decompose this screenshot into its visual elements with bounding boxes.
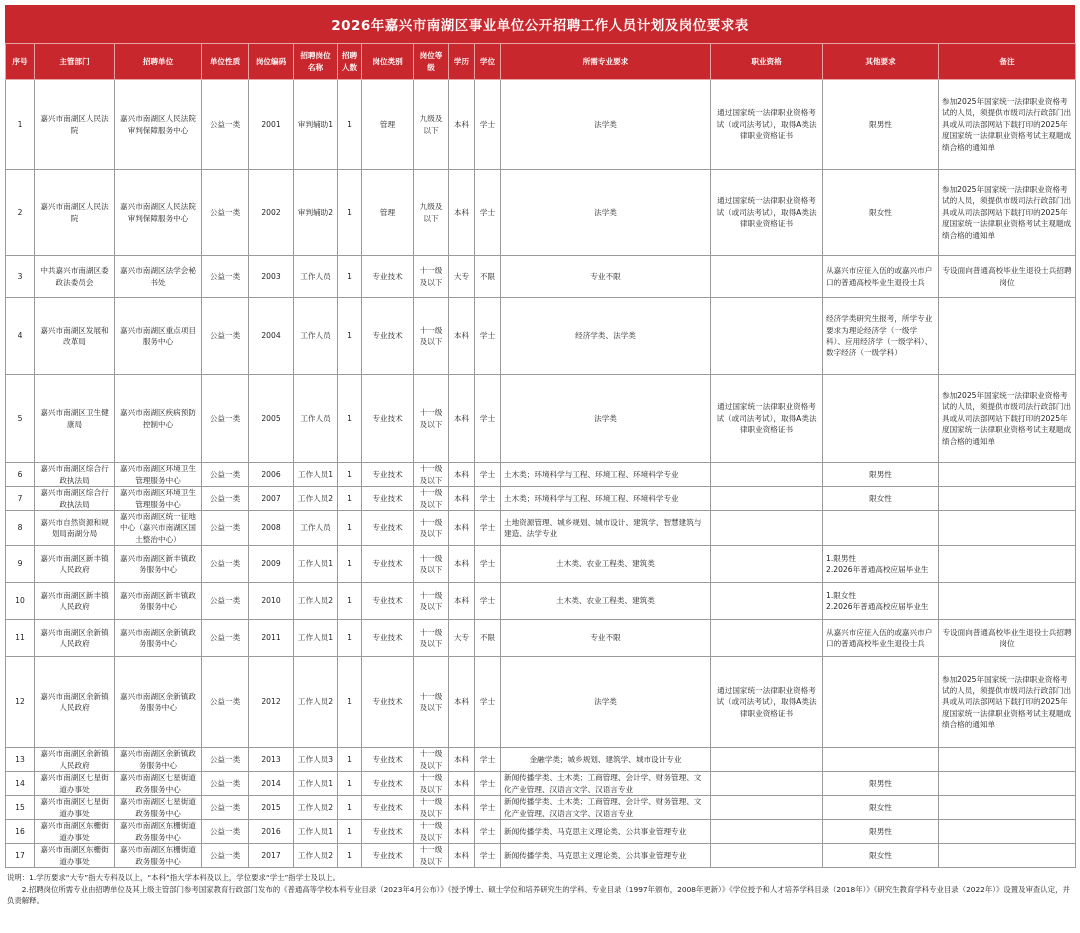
- cell-col-level: 十一级及以下: [414, 772, 449, 796]
- cell-col-major: 土木类；环境科学与工程、环境工程、环境科学专业: [501, 463, 711, 487]
- cell-col-level: 十一级及以下: [414, 796, 449, 820]
- cell-col-count: 1: [338, 375, 362, 463]
- cell-col-code: 2003: [249, 256, 294, 298]
- cell-col-unit: 嘉兴市南湖区余新镇政务服务中心: [115, 657, 202, 748]
- header-col-unit-type: 单位性质: [202, 44, 249, 80]
- cell-col-education: 本科: [449, 583, 475, 620]
- cell-col-degree: 不限: [475, 256, 501, 298]
- cell-col-level: 十一级及以下: [414, 546, 449, 583]
- cell-col-level: 十一级及以下: [414, 748, 449, 772]
- cell-col-index: 1: [6, 80, 35, 170]
- cell-col-index: 8: [6, 511, 35, 546]
- note-line: 2.招聘岗位所需专业由招聘单位及其上级主管部门参考国家教育行政部门发布的《普通高等学校本科专业目录（2023年4月公布）》《授予博士、硕士学位和培养研究生的学科、专业目录（1997年颁布，2008年更新）》《学位授予和人才培养学科目录（2018年）》《研究生教育学科专业目录（2022年）》设置及审查认定，并负责解释。: [7, 884, 1070, 906]
- cell-col-education: 本科: [449, 170, 475, 256]
- cell-col-degree: 学士: [475, 546, 501, 583]
- cell-col-education: 本科: [449, 772, 475, 796]
- table-row: [6, 546, 1076, 583]
- cell-col-unit-type: 公益一类: [202, 511, 249, 546]
- cell-col-unit-type: 公益一类: [202, 487, 249, 511]
- cell-col-qualification: 通过国家统一法律职业资格考试（或司法考试），取得A类法律职业资格证书: [711, 657, 823, 748]
- cell-col-code: 2006: [249, 463, 294, 487]
- cell-col-unit-type: 公益一类: [202, 583, 249, 620]
- cell-col-unit-type: 公益一类: [202, 796, 249, 820]
- note-line: 说明：1.学历要求“大专”指大专科及以上，“本科”指大学本科及以上，学位要求“学士”指学士及以上。: [7, 873, 341, 883]
- cell-col-code: 2017: [249, 844, 294, 868]
- cell-col-count: 1: [338, 748, 362, 772]
- cell-col-remarks: 参加2025年国家统一法律职业资格考试的人员，须提供市级司法行政部门出具或从司法部网站下载打印的2025年度国家统一法律职业资格考试主观题成绩合格的通知单: [939, 657, 1076, 748]
- cell-col-qualification: 通过国家统一法律职业资格考试（或司法考试），取得A类法律职业资格证书: [711, 80, 823, 170]
- cell-col-unit-type: 公益一类: [202, 820, 249, 844]
- header-col-category: 岗位类别: [362, 44, 414, 80]
- cell-col-other: 限女性: [823, 796, 939, 820]
- table-row: [6, 583, 1076, 620]
- cell-col-count: 1: [338, 657, 362, 748]
- cell-col-category: 专业技术: [362, 511, 414, 546]
- cell-col-department: 嘉兴市南湖区七星街道办事处: [35, 772, 115, 796]
- cell-col-unit-type: 公益一类: [202, 80, 249, 170]
- header-col-code: 岗位编码: [249, 44, 294, 80]
- cell-col-level: 十一级及以下: [414, 657, 449, 748]
- cell-col-category: 管理: [362, 80, 414, 170]
- cell-col-qualification: [711, 298, 823, 375]
- cell-col-index: 14: [6, 772, 35, 796]
- cell-col-qualification: [711, 463, 823, 487]
- table-row: [6, 796, 1076, 820]
- cell-col-other: 限男性: [823, 80, 939, 170]
- cell-col-major: 法学类: [501, 80, 711, 170]
- cell-col-level: 十一级及以下: [414, 463, 449, 487]
- cell-col-other: 限男性: [823, 772, 939, 796]
- cell-col-department: 嘉兴市南湖区余新镇人民政府: [35, 620, 115, 657]
- cell-col-count: 1: [338, 772, 362, 796]
- cell-col-major: 新闻传播学类、马克思主义理论类、公共事业管理专业: [501, 820, 711, 844]
- cell-col-position: 工作人员2: [294, 657, 338, 748]
- header-col-level: 岗位等级: [414, 44, 449, 80]
- cell-col-degree: 学士: [475, 375, 501, 463]
- cell-col-unit: 嘉兴市南湖区人民法院审判保障服务中心: [115, 170, 202, 256]
- cell-col-qualification: [711, 511, 823, 546]
- cell-col-remarks: [939, 487, 1076, 511]
- table-row: [6, 820, 1076, 844]
- cell-col-unit: 嘉兴市南湖区环境卫生管理服务中心: [115, 463, 202, 487]
- cell-col-position: 工作人员1: [294, 772, 338, 796]
- cell-col-category: 专业技术: [362, 463, 414, 487]
- cell-col-remarks: [939, 844, 1076, 868]
- table-row: [6, 657, 1076, 748]
- cell-col-unit-type: 公益一类: [202, 298, 249, 375]
- cell-col-qualification: [711, 546, 823, 583]
- cell-col-remarks: [939, 820, 1076, 844]
- cell-col-other: [823, 511, 939, 546]
- cell-col-code: 2009: [249, 546, 294, 583]
- cell-col-major: 新闻传播学类、马克思主义理论类、公共事业管理专业: [501, 844, 711, 868]
- cell-col-index: 16: [6, 820, 35, 844]
- cell-col-index: 17: [6, 844, 35, 868]
- cell-col-degree: 不限: [475, 620, 501, 657]
- cell-col-major: 法学类: [501, 657, 711, 748]
- header-col-major: 所需专业要求: [501, 44, 711, 80]
- cell-col-education: 本科: [449, 546, 475, 583]
- cell-col-qualification: [711, 820, 823, 844]
- cell-col-position: 工作人员2: [294, 487, 338, 511]
- cell-col-level: 九级及以下: [414, 170, 449, 256]
- cell-col-department: 嘉兴市自然资源和规划局南湖分局: [35, 511, 115, 546]
- cell-col-count: 1: [338, 583, 362, 620]
- cell-col-degree: 学士: [475, 657, 501, 748]
- cell-col-category: 专业技术: [362, 583, 414, 620]
- cell-col-department: 嘉兴市南湖区发展和改革局: [35, 298, 115, 375]
- cell-col-level: 十一级及以下: [414, 487, 449, 511]
- document-page: [5, 5, 1075, 907]
- header-col-other: 其他要求: [823, 44, 939, 80]
- cell-col-qualification: [711, 487, 823, 511]
- cell-col-count: 1: [338, 620, 362, 657]
- header-col-unit: 招聘单位: [115, 44, 202, 80]
- cell-col-unit-type: 公益一类: [202, 463, 249, 487]
- cell-col-education: 本科: [449, 375, 475, 463]
- cell-col-other: 限女性: [823, 844, 939, 868]
- cell-col-major: 专业不限: [501, 620, 711, 657]
- cell-col-education: 本科: [449, 463, 475, 487]
- header-col-count: 招聘人数: [338, 44, 362, 80]
- cell-col-level: 九级及以下: [414, 80, 449, 170]
- cell-col-category: 专业技术: [362, 657, 414, 748]
- cell-col-education: 大专: [449, 256, 475, 298]
- cell-col-code: 2010: [249, 583, 294, 620]
- cell-col-code: 2016: [249, 820, 294, 844]
- cell-col-major: 经济学类、法学类: [501, 298, 711, 375]
- cell-col-major: 土地资源管理、城乡规划、城市设计、建筑学、智慧建筑与建造、法学专业: [501, 511, 711, 546]
- cell-col-unit: 嘉兴市南湖区人民法院审判保障服务中心: [115, 80, 202, 170]
- cell-col-major: 土木类、农业工程类、建筑类: [501, 546, 711, 583]
- cell-col-index: 9: [6, 546, 35, 583]
- header-col-position: 招聘岗位名称: [294, 44, 338, 80]
- cell-col-position: 工作人员: [294, 298, 338, 375]
- table-row: [6, 170, 1076, 256]
- cell-col-major: 土木类；环境科学与工程、环境工程、环境科学专业: [501, 487, 711, 511]
- cell-col-count: 1: [338, 546, 362, 583]
- table-row: [6, 772, 1076, 796]
- cell-col-index: 12: [6, 657, 35, 748]
- header-col-education: 学历: [449, 44, 475, 80]
- cell-col-other: 1.限男性 2.2026年普通高校应届毕业生: [823, 546, 939, 583]
- cell-col-level: 十一级及以下: [414, 511, 449, 546]
- cell-col-index: 2: [6, 170, 35, 256]
- table-row: [6, 298, 1076, 375]
- cell-col-count: 1: [338, 256, 362, 298]
- cell-col-code: 2012: [249, 657, 294, 748]
- cell-col-education: 本科: [449, 796, 475, 820]
- cell-col-unit-type: 公益一类: [202, 256, 249, 298]
- cell-col-degree: 学士: [475, 80, 501, 170]
- cell-col-other: 经济学类研究生报考，所学专业要求为理论经济学（一级学科）、应用经济学（一级学科）、数字经济（一级学科）: [823, 298, 939, 375]
- positions-table: [5, 43, 1076, 868]
- cell-col-education: 本科: [449, 820, 475, 844]
- cell-col-level: 十一级及以下: [414, 256, 449, 298]
- cell-col-index: 7: [6, 487, 35, 511]
- cell-col-degree: 学士: [475, 844, 501, 868]
- cell-col-code: 2008: [249, 511, 294, 546]
- cell-col-position: 工作人员1: [294, 546, 338, 583]
- cell-col-code: 2004: [249, 298, 294, 375]
- cell-col-unit-type: 公益一类: [202, 748, 249, 772]
- cell-col-code: 2015: [249, 796, 294, 820]
- cell-col-other: 从嘉兴市应征入伍的或嘉兴市户口的普通高校毕业生退役士兵: [823, 620, 939, 657]
- cell-col-degree: 学士: [475, 463, 501, 487]
- table-row: [6, 487, 1076, 511]
- cell-col-other: 限男性: [823, 463, 939, 487]
- header-col-degree: 学位: [475, 44, 501, 80]
- cell-col-remarks: [939, 772, 1076, 796]
- cell-col-major: 专业不限: [501, 256, 711, 298]
- cell-col-degree: 学士: [475, 796, 501, 820]
- cell-col-level: 十一级及以下: [414, 844, 449, 868]
- cell-col-education: 大专: [449, 620, 475, 657]
- cell-col-position: 工作人员3: [294, 748, 338, 772]
- cell-col-major: 新闻传播学类、土木类；工商管理、会计学、财务管理、文化产业管理、汉语言文学、汉语言专业: [501, 796, 711, 820]
- cell-col-department: 嘉兴市南湖区新丰镇人民政府: [35, 546, 115, 583]
- cell-col-major: 土木类、农业工程类、建筑类: [501, 583, 711, 620]
- cell-col-category: 专业技术: [362, 487, 414, 511]
- cell-col-other: 限女性: [823, 170, 939, 256]
- cell-col-position: 工作人员: [294, 375, 338, 463]
- cell-col-unit: 嘉兴市南湖区东栅街道政务服务中心: [115, 844, 202, 868]
- cell-col-education: 本科: [449, 844, 475, 868]
- cell-col-position: 审判辅助2: [294, 170, 338, 256]
- cell-col-remarks: [939, 463, 1076, 487]
- table-row: [6, 375, 1076, 463]
- cell-col-category: 专业技术: [362, 256, 414, 298]
- cell-col-other: [823, 375, 939, 463]
- cell-col-major: 新闻传播学类、土木类；工商管理、会计学、财务管理、文化产业管理、汉语言文学、汉语言专业: [501, 772, 711, 796]
- cell-col-department: 嘉兴市南湖区卫生健康局: [35, 375, 115, 463]
- cell-col-code: 2007: [249, 487, 294, 511]
- cell-col-degree: 学士: [475, 298, 501, 375]
- cell-col-education: 本科: [449, 80, 475, 170]
- cell-col-qualification: [711, 748, 823, 772]
- cell-col-remarks: 专设面向普通高校毕业生退役士兵招聘岗位: [939, 256, 1076, 298]
- cell-col-remarks: [939, 511, 1076, 546]
- cell-col-count: 1: [338, 463, 362, 487]
- cell-col-index: 6: [6, 463, 35, 487]
- cell-col-category: 专业技术: [362, 298, 414, 375]
- header-col-remarks: 备注: [939, 44, 1076, 80]
- cell-col-code: 2011: [249, 620, 294, 657]
- cell-col-count: 1: [338, 298, 362, 375]
- cell-col-position: 工作人员2: [294, 844, 338, 868]
- cell-col-remarks: [939, 298, 1076, 375]
- cell-col-remarks: 参加2025年国家统一法律职业资格考试的人员，须提供市级司法行政部门出具或从司法部网站下载打印的2025年度国家统一法律职业资格考试主观题成绩合格的通知单: [939, 80, 1076, 170]
- cell-col-unit: 嘉兴市南湖区余新镇政务服务中心: [115, 748, 202, 772]
- cell-col-count: 1: [338, 844, 362, 868]
- cell-col-category: 专业技术: [362, 748, 414, 772]
- table-row: [6, 620, 1076, 657]
- notes-section: [5, 868, 1075, 906]
- table-row: [6, 80, 1076, 170]
- cell-col-category: 专业技术: [362, 820, 414, 844]
- cell-col-level: 十一级及以下: [414, 583, 449, 620]
- cell-col-degree: 学士: [475, 487, 501, 511]
- cell-col-unit: 嘉兴市南湖区疾病预防控制中心: [115, 375, 202, 463]
- header-col-qualification: 职业资格: [711, 44, 823, 80]
- cell-col-category: 专业技术: [362, 844, 414, 868]
- cell-col-remarks: 专设面向普通高校毕业生退役士兵招聘岗位: [939, 620, 1076, 657]
- cell-col-count: 1: [338, 796, 362, 820]
- cell-col-department: 嘉兴市南湖区人民法院: [35, 170, 115, 256]
- cell-col-qualification: [711, 796, 823, 820]
- cell-col-position: 工作人员: [294, 511, 338, 546]
- cell-col-position: 工作人员1: [294, 463, 338, 487]
- cell-col-remarks: 参加2025年国家统一法律职业资格考试的人员，须提供市级司法行政部门出具或从司法部网站下载打印的2025年度国家统一法律职业资格考试主观题成绩合格的通知单: [939, 170, 1076, 256]
- cell-col-degree: 学士: [475, 772, 501, 796]
- cell-col-position: 工作人员1: [294, 620, 338, 657]
- header-col-department: 主管部门: [35, 44, 115, 80]
- cell-col-qualification: [711, 620, 823, 657]
- cell-col-index: 15: [6, 796, 35, 820]
- cell-col-category: 专业技术: [362, 375, 414, 463]
- cell-col-qualification: [711, 772, 823, 796]
- cell-col-index: 3: [6, 256, 35, 298]
- cell-col-remarks: [939, 583, 1076, 620]
- cell-col-other: [823, 657, 939, 748]
- cell-col-qualification: [711, 256, 823, 298]
- cell-col-remarks: [939, 796, 1076, 820]
- cell-col-code: 2013: [249, 748, 294, 772]
- cell-col-unit: 嘉兴市南湖区新丰镇政务服务中心: [115, 583, 202, 620]
- cell-col-index: 13: [6, 748, 35, 772]
- cell-col-other: 从嘉兴市应征入伍的或嘉兴市户口的普通高校毕业生退役士兵: [823, 256, 939, 298]
- cell-col-index: 10: [6, 583, 35, 620]
- cell-col-code: 2001: [249, 80, 294, 170]
- cell-col-department: 嘉兴市南湖区新丰镇人民政府: [35, 583, 115, 620]
- cell-col-level: 十一级及以下: [414, 620, 449, 657]
- cell-col-education: 本科: [449, 511, 475, 546]
- cell-col-remarks: [939, 748, 1076, 772]
- cell-col-unit: 嘉兴市南湖区东栅街道政务服务中心: [115, 820, 202, 844]
- cell-col-count: 1: [338, 487, 362, 511]
- document-title: 2026年嘉兴市南湖区事业单位公开招聘工作人员计划及岗位要求表: [5, 5, 1075, 43]
- cell-col-position: 审判辅助1: [294, 80, 338, 170]
- cell-col-other: 限男性: [823, 820, 939, 844]
- table-row: [6, 511, 1076, 546]
- header-col-index: 序号: [6, 44, 35, 80]
- cell-col-category: 专业技术: [362, 620, 414, 657]
- cell-col-position: 工作人员: [294, 256, 338, 298]
- cell-col-unit: 嘉兴市南湖区重点项目服务中心: [115, 298, 202, 375]
- cell-col-other: [823, 748, 939, 772]
- cell-col-level: 十一级及以下: [414, 298, 449, 375]
- cell-col-degree: 学士: [475, 583, 501, 620]
- cell-col-index: 5: [6, 375, 35, 463]
- cell-col-position: 工作人员2: [294, 796, 338, 820]
- cell-col-major: 金融学类；城乡规划、建筑学、城市设计专业: [501, 748, 711, 772]
- cell-col-position: 工作人员1: [294, 820, 338, 844]
- cell-col-category: 专业技术: [362, 772, 414, 796]
- cell-col-degree: 学士: [475, 748, 501, 772]
- cell-col-category: 管理: [362, 170, 414, 256]
- cell-col-unit-type: 公益一类: [202, 657, 249, 748]
- table-body: [6, 80, 1076, 868]
- cell-col-remarks: [939, 546, 1076, 583]
- cell-col-education: 本科: [449, 487, 475, 511]
- cell-col-other: 1.限女性 2.2026年普通高校应届毕业生: [823, 583, 939, 620]
- cell-col-department: 嘉兴市南湖区余新镇人民政府: [35, 748, 115, 772]
- cell-col-code: 2002: [249, 170, 294, 256]
- cell-col-index: 11: [6, 620, 35, 657]
- cell-col-department: 嘉兴市南湖区东栅街道办事处: [35, 844, 115, 868]
- cell-col-unit: 嘉兴市南湖区七星街道政务服务中心: [115, 796, 202, 820]
- table-row: [6, 463, 1076, 487]
- cell-col-unit-type: 公益一类: [202, 170, 249, 256]
- cell-col-other: 限女性: [823, 487, 939, 511]
- cell-col-department: 嘉兴市南湖区人民法院: [35, 80, 115, 170]
- cell-col-level: 十一级及以下: [414, 375, 449, 463]
- cell-col-position: 工作人员2: [294, 583, 338, 620]
- cell-col-department: 嘉兴市南湖区东栅街道办事处: [35, 820, 115, 844]
- cell-col-code: 2014: [249, 772, 294, 796]
- cell-col-unit: 嘉兴市南湖区新丰镇政务服务中心: [115, 546, 202, 583]
- cell-col-degree: 学士: [475, 820, 501, 844]
- cell-col-major: 法学类: [501, 375, 711, 463]
- cell-col-level: 十一级及以下: [414, 820, 449, 844]
- cell-col-degree: 学士: [475, 511, 501, 546]
- cell-col-category: 专业技术: [362, 796, 414, 820]
- cell-col-unit: 嘉兴市南湖区环境卫生管理服务中心: [115, 487, 202, 511]
- cell-col-unit: 嘉兴市南湖区七星街道政务服务中心: [115, 772, 202, 796]
- cell-col-degree: 学士: [475, 170, 501, 256]
- cell-col-department: 嘉兴市南湖区七星街道办事处: [35, 796, 115, 820]
- cell-col-count: 1: [338, 170, 362, 256]
- cell-col-code: 2005: [249, 375, 294, 463]
- cell-col-unit: 嘉兴市南湖区统一征地中心（嘉兴市南湖区国土整治中心）: [115, 511, 202, 546]
- cell-col-unit-type: 公益一类: [202, 844, 249, 868]
- cell-col-qualification: [711, 844, 823, 868]
- cell-col-unit-type: 公益一类: [202, 772, 249, 796]
- cell-col-index: 4: [6, 298, 35, 375]
- cell-col-education: 本科: [449, 748, 475, 772]
- cell-col-unit: 嘉兴市南湖区余新镇政务服务中心: [115, 620, 202, 657]
- cell-col-department: 嘉兴市南湖区综合行政执法局: [35, 487, 115, 511]
- cell-col-qualification: [711, 583, 823, 620]
- table-row: [6, 748, 1076, 772]
- cell-col-major: 法学类: [501, 170, 711, 256]
- cell-col-education: 本科: [449, 657, 475, 748]
- cell-col-department: 中共嘉兴市南湖区委政法委员会: [35, 256, 115, 298]
- cell-col-education: 本科: [449, 298, 475, 375]
- cell-col-count: 1: [338, 511, 362, 546]
- cell-col-department: 嘉兴市南湖区余新镇人民政府: [35, 657, 115, 748]
- cell-col-unit-type: 公益一类: [202, 620, 249, 657]
- cell-col-count: 1: [338, 820, 362, 844]
- cell-col-department: 嘉兴市南湖区综合行政执法局: [35, 463, 115, 487]
- table-row: [6, 844, 1076, 868]
- table-header-row: [6, 44, 1076, 80]
- cell-col-qualification: 通过国家统一法律职业资格考试（或司法考试），取得A类法律职业资格证书: [711, 375, 823, 463]
- cell-col-unit-type: 公益一类: [202, 375, 249, 463]
- cell-col-count: 1: [338, 80, 362, 170]
- cell-col-qualification: 通过国家统一法律职业资格考试（或司法考试），取得A类法律职业资格证书: [711, 170, 823, 256]
- cell-col-remarks: 参加2025年国家统一法律职业资格考试的人员，须提供市级司法行政部门出具或从司法部网站下载打印的2025年度国家统一法律职业资格考试主观题成绩合格的通知单: [939, 375, 1076, 463]
- cell-col-unit-type: 公益一类: [202, 546, 249, 583]
- cell-col-unit: 嘉兴市南湖区法学会秘书处: [115, 256, 202, 298]
- cell-col-category: 专业技术: [362, 546, 414, 583]
- table-row: [6, 256, 1076, 298]
